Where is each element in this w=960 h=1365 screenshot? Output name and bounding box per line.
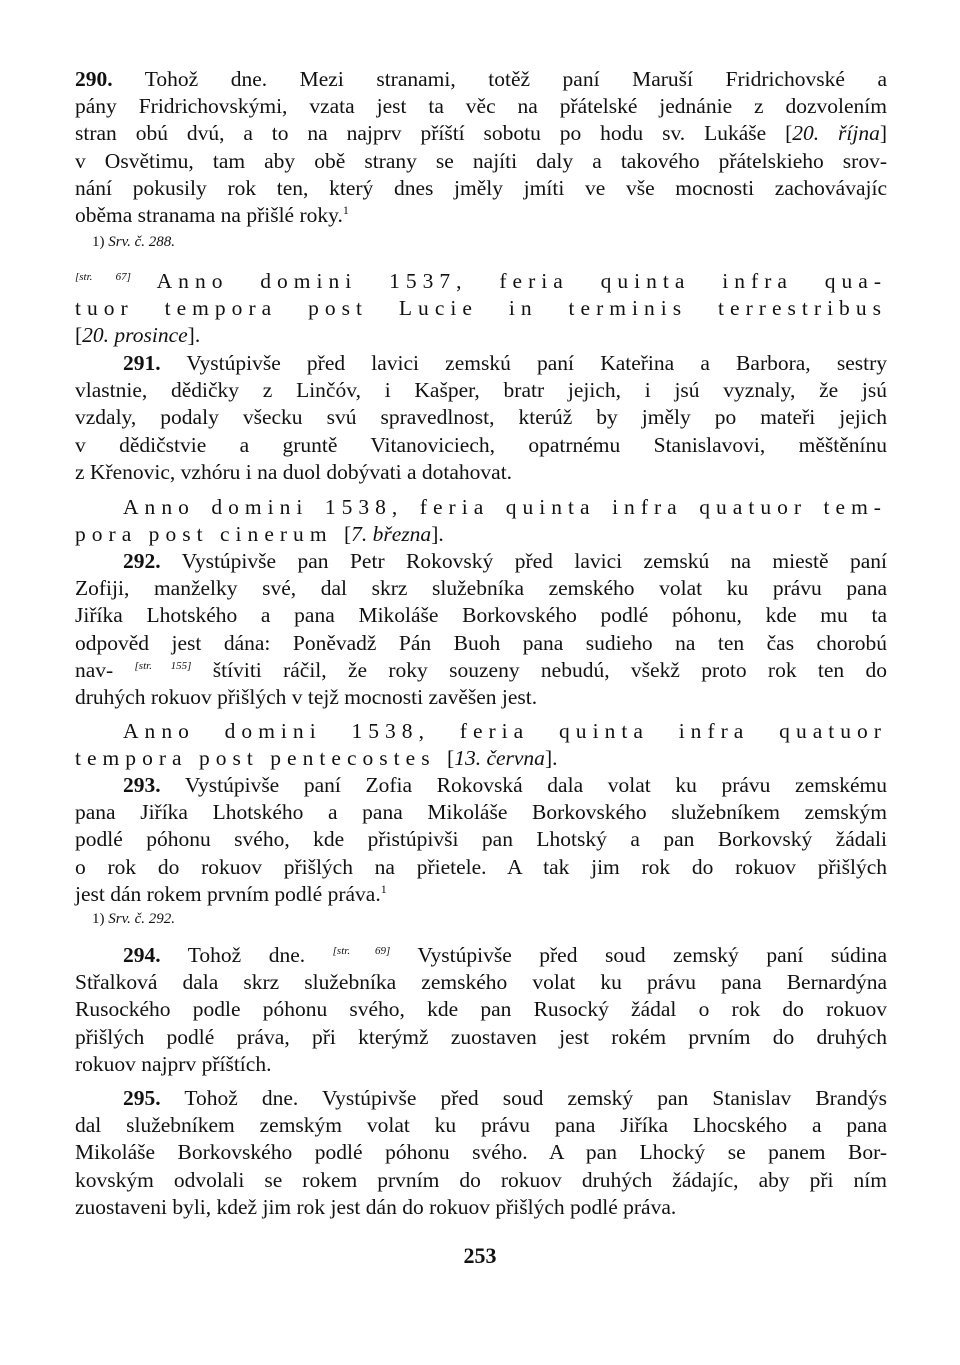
entry-number: 295. <box>123 1086 161 1110</box>
entry-292: 292. Vystúpivše pan Petr Rokovský před lavici zemskú na miestě paní Zofiji, manželky své, dal skrz služebníka zemského volat ku právu pana Jiříka Lhotského a pana Mikoláše Borkovského podlé póhonu, kde mu ta odpověd jest dána: Poněvadž Pán Buoh pana sudieho na ten čas chorobú nav- [str. 155] štíviti ráčil, že roky souzeny nebudú, všekž proto rok ten do druhých rokuov přišlých v tejž mocnosti zavěšen jest. <box>75 549 887 710</box>
footnote: 1) Srv. č. 288. <box>92 234 176 250</box>
entry-number: 293. <box>123 773 161 797</box>
entry-294: 294. Tohož dne. [str. 69] Vystúpivše před soud zemský paní súdina Střalková dala skrz služebníka zemského volat ku právu pana Bernardýna Rusockého podle póhonu svého, kde pan Rusocký žádal o rok do rokuov přišlých podlé práva, při kterýmž zuostaven jest rokém prvním do druhých rokuov najprv příštích. <box>75 943 887 1076</box>
page-reference: [str. 69] <box>332 944 391 957</box>
entry-number: 294. <box>123 943 161 967</box>
date-annotation: 20. října <box>792 121 880 146</box>
session-heading-1537: [str. 67] Anno domini 1537, feria quinta infra qua- tuor tempora post Lucie in terminis terrestribus [20. prosince]. <box>75 269 888 348</box>
page-number: 253 <box>463 1243 497 1268</box>
session-heading-1538-pentecostes: Anno domini 1538, feria quinta infra quatuor tempora post pentecostes [13. června]. <box>75 719 887 771</box>
footnote: 1) Srv. č. 292. <box>92 911 176 927</box>
date-annotation: 7. března <box>351 522 432 547</box>
footnote-mark: 1 <box>380 881 387 896</box>
entry-291: 291. Vystúpivše před lavici zemskú paní Kateřina a Barbora, sestry vlastnie, dědičky z Linčóv, i Kašper, bratr jejich, i jsú vyznaly, že jsú vzdaly, podaly všecku svú spravedlnost, kterúž by jměly po mateři jejich v dědičstvie a gruntě Vitanoviciech, opatrnému Stanislavovi, měštěnínu z Křenovic, vzhóru i na duol dobývati a dotahovat. <box>75 351 887 484</box>
page-reference: [str. 155] <box>134 659 192 672</box>
entry-number: 290. <box>75 67 113 91</box>
entry-290: 290. Tohož dne. Mezi stranami, totěž paní Maruší Fridrichovské a pány Fridrichovskými, vzata jest ta věc na přátelské jednánie z dozvolením stran obú dvú, a to na najprv příští sobotu po hodu sv. Lukáše [20. října] v Osvětimu, tam aby obě strany se najíti daly a takového přátelskieho srov- nání pokusily rok ten, který dnes jměly jmíti ve vše mocnosti zachovávajíc oběma stranama na přišlé roky.$^1$ <box>75 67 887 228</box>
page-reference: [str. 67] <box>75 270 131 283</box>
session-heading-1538-cinerum: Anno domini 1538, feria quinta infra quatuor tem- pora post cinerum [7. března]. <box>75 495 887 547</box>
entry-295: 295. Tohož dne. Vystúpivše před soud zemský pan Stanislav Brandýs dal služebníkem zemským volat ku právu pana Jiříka Lhocského a pana Mikoláše Borkovského podlé póhonu svého. A pan Lhocký se panem Bor- kovským odvolali se rokem prvním do rokuov druhých žádajíc, aby při ním zuostaveni byli, kdež jim rok jest dán do rokuov přišlých podlé práva. <box>75 1086 887 1219</box>
entry-number: 291. <box>123 351 161 375</box>
entry-293: 293. Vystúpivše paní Zofia Rokovská dala volat ku právu zemskému pana Jiříka Lhotského a pana Mikoláše Borkovského služebníkem zemským podlé póhonu svého, kde přistúpivši pan Lhotský a pan Borkovský žádali o rok do rokuov přišlých na přietele. A tak jim rok do rokuov přišlých jest dán rokem prvním podlé práva.$^1$ <box>75 773 887 906</box>
entry-number: 292. <box>123 549 161 573</box>
date-annotation: 20. prosince <box>82 323 188 348</box>
date-annotation: 13. června <box>454 746 545 771</box>
footnote-mark: 1 <box>342 202 349 217</box>
